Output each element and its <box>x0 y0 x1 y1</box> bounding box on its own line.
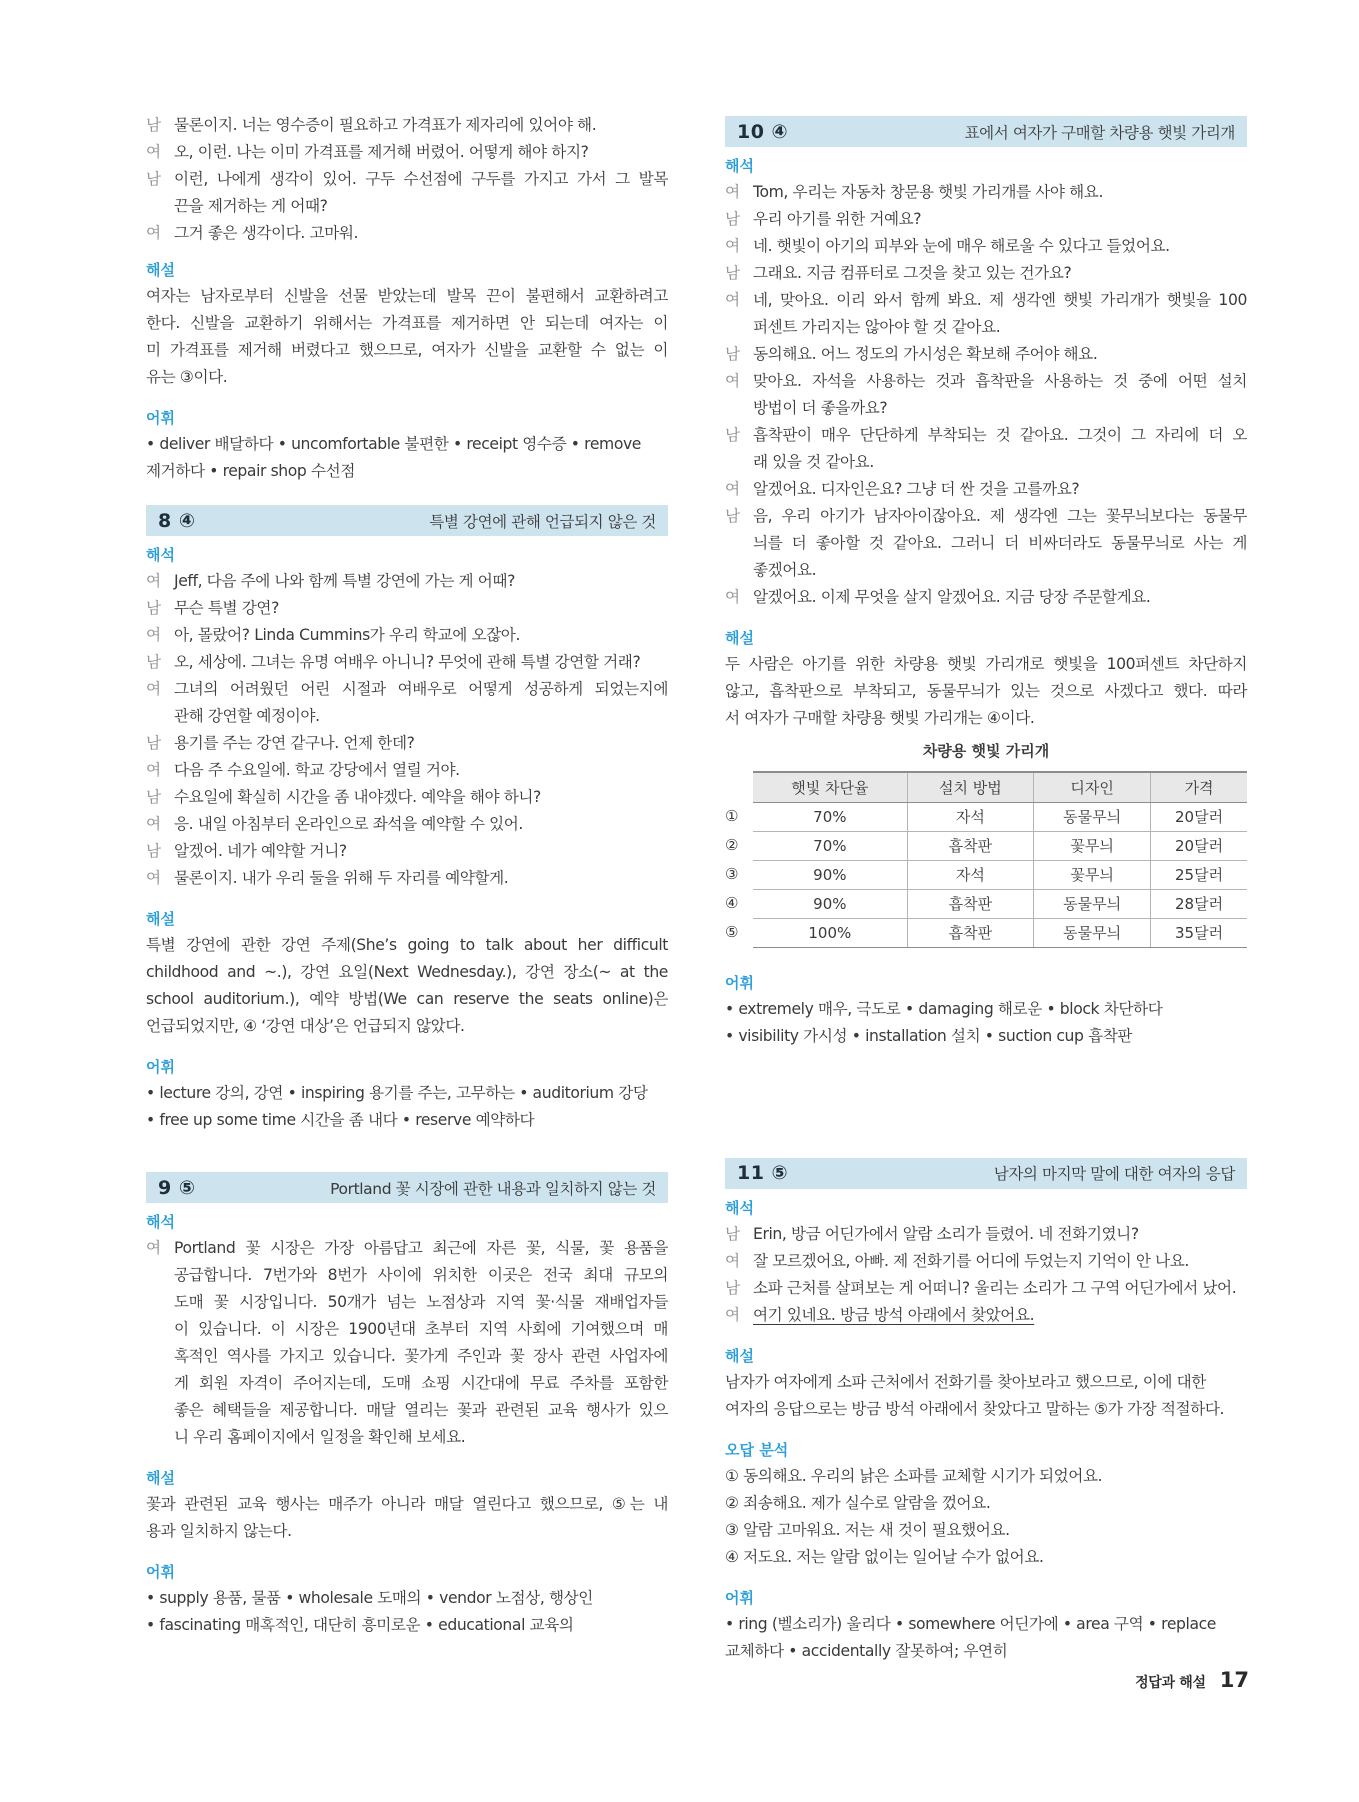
dialogue-text-line: 흡착판이 매우 단단하게 부착되는 것 같아요. 그것이 그 자리에 더 오 <box>753 426 1247 444</box>
speaker-label: 여 <box>146 1239 161 1257</box>
dialogue-text <box>753 476 1247 503</box>
dialogue-line <box>146 838 668 865</box>
speaker-label: 남 <box>146 116 161 134</box>
dialogue-text-line: 알겠어요. 이제 무엇을 살지 알겠어요. 지금 당장 주문할게요. <box>753 588 1151 606</box>
table-cell: 35달러 <box>1151 918 1247 947</box>
dialogue-line <box>146 649 668 676</box>
text-line: 않고, 흡착판으로 부착되고, 동물무늬가 있는 것으로 사겠다고 했다. 따라 <box>725 682 1247 700</box>
text-line: ① 동의해요. 우리의 낡은 소파를 교체할 시기가 되었어요. <box>725 1466 1103 1485</box>
dialogue-text-line: Portland 꽃 시장은 가장 아름답고 최근에 자른 꽃, 식물, 꽃 용품을 <box>174 1239 668 1257</box>
dialogue-text <box>174 622 668 649</box>
text-line: ③ 알람 고마워요. 저는 새 것이 필요했어요. <box>725 1520 1010 1539</box>
speaker-label: 남 <box>146 599 161 617</box>
q8-number: 8 ④ <box>158 509 196 532</box>
table-cell: 90% <box>753 860 907 889</box>
q7-dialogue <box>146 112 668 247</box>
speaker-label: 여 <box>146 815 161 833</box>
dialogue-text <box>174 811 668 838</box>
q7-explanation <box>146 283 668 391</box>
speaker-label: 여 <box>725 372 740 390</box>
dialogue-line <box>725 179 1247 206</box>
dialogue-text-line: 끈을 제거하는 게 어때? <box>174 197 328 215</box>
page-number: 17 <box>1219 1668 1249 1692</box>
dialogue-text-line: 다음 주 수요일에. 학교 강당에서 열릴 거야. <box>174 761 460 779</box>
dialogue-line <box>146 730 668 757</box>
table-header-cell: 가격 <box>1151 772 1247 802</box>
q10-translation-label: 해석 <box>725 157 754 175</box>
text-line: • ring (벨소리가) 울리다 • somewhere 어딘가에 • area 구역 • replace <box>725 1614 1216 1633</box>
q9-number: 9 ⑤ <box>158 1176 196 1199</box>
q8-description: 특별 강연에 관해 언급되지 않은 것 <box>429 512 656 531</box>
table-cell: 흡착판 <box>907 831 1033 860</box>
table-cell: 20달러 <box>1151 802 1247 831</box>
q11-wrong-label: 오답 분석 <box>725 1440 789 1459</box>
table-cell: 70% <box>753 831 907 860</box>
dialogue-text-line: 래 있을 것 같아요. <box>753 453 874 471</box>
q7-vocab-label: 어휘 <box>146 409 175 427</box>
q8-header <box>146 505 668 536</box>
q9-header <box>146 1172 668 1203</box>
dialogue-text <box>174 568 668 595</box>
dialogue-text <box>174 838 668 865</box>
table-header-row <box>753 772 1247 802</box>
dialogue-text-line: 도매 꽃 시장입니다. 50개가 넘는 노점상과 지역 꽃·식물 재배업자들 <box>174 1293 668 1311</box>
speaker-label: 여 <box>146 224 161 242</box>
dialogue-text <box>174 865 668 892</box>
q11-translation-label: 해석 <box>725 1198 754 1217</box>
dialogue-text-line: 좋겠어요. <box>753 561 817 579</box>
dialogue-text-line: 이런, 나에게 생각이 있어. 구두 수선점에 구두를 가지고 가서 그 발목 <box>174 170 668 188</box>
q10-header <box>725 116 1247 147</box>
q11-wrong-answers <box>725 1463 1247 1571</box>
speaker-label: 남 <box>146 170 161 188</box>
dialogue-text <box>174 730 668 757</box>
table-cell: 흡착판 <box>907 889 1033 918</box>
dialogue-text-line: 소파 근처를 살펴보는 게 어떠니? 울리는 소리가 그 구역 어딘가에서 났어. <box>753 1278 1237 1297</box>
dialogue-text-line: 네, 맞아요. 이리 와서 함께 봐요. 제 생각엔 햇빛 가리개가 햇빛을 100 <box>753 291 1247 309</box>
dialogue-text-line: 잘 모르겠어요, 아빠. 제 전화기를 어디에 두었는지 기억이 안 나요. <box>753 1251 1189 1270</box>
q11-number: 11 ⑤ <box>737 1162 789 1184</box>
dialogue-line <box>725 233 1247 260</box>
q9-vocab <box>146 1585 668 1639</box>
speaker-label: 남 <box>725 1224 740 1243</box>
speaker-label: 남 <box>725 1278 740 1297</box>
q10-description: 표에서 여자가 구매할 차량용 햇빛 가리개 <box>964 123 1235 142</box>
dialogue-line <box>146 220 668 247</box>
table-row <box>753 802 1247 831</box>
text-line: • extremely 매우, 극도로 • damaging 해로운 • block 차단하다 <box>725 999 1163 1018</box>
table-cell: 70% <box>753 802 907 831</box>
dialogue-line <box>146 568 668 595</box>
dialogue-text-line: 그래요. 지금 컴퓨터로 그것을 찾고 있는 건가요? <box>753 264 1072 282</box>
dialogue-text-line: 알겠어요. 디자인은요? 그냥 더 싼 것을 고를까요? <box>753 480 1080 498</box>
q11-vocab-label: 어휘 <box>725 1588 754 1607</box>
q7-explanation-label: 해설 <box>146 261 175 279</box>
table-header-cell: 햇빛 차단율 <box>753 772 907 802</box>
dialogue-line <box>146 112 668 139</box>
text-line: 제거하다 • repair shop 수선점 <box>146 462 355 480</box>
dialogue-line <box>725 422 1247 476</box>
dialogue-text <box>753 206 1247 233</box>
dialogue-text-line: 니 우리 홈페이지에서 일정을 확인해 보세요. <box>174 1428 466 1446</box>
dialogue-text-line: 음, 우리 아기가 남자아이잖아요. 제 생각엔 그는 꽃무늬보다는 동물무 <box>753 507 1247 525</box>
dialogue-line <box>725 260 1247 287</box>
q8-dialogue <box>146 568 668 892</box>
dialogue-text-line: 방법이 더 좋을까요? <box>753 399 888 417</box>
q8-translation-label: 해석 <box>146 546 175 564</box>
dialogue-line <box>146 757 668 784</box>
speaker-label: 여 <box>725 588 740 606</box>
speaker-label: 남 <box>725 345 740 363</box>
dialogue-line <box>146 595 668 622</box>
dialogue-text-line: 응. 내일 아침부터 온라인으로 좌석을 예약할 수 있어. <box>174 815 523 833</box>
footer-title: 정답과 해설 <box>1135 1675 1206 1691</box>
text-line: ④ 저도요. 저는 알람 없이는 일어날 수가 없어요. <box>725 1547 1044 1566</box>
q8-vocab <box>146 1080 668 1134</box>
dialogue-line <box>146 676 668 730</box>
dialogue-line <box>725 584 1247 611</box>
text-line: 한다. 신발을 교환하기 위해서는 가격표를 제거하면 안 되는데 여자는 이 <box>146 314 668 332</box>
table-cell: 흡착판 <box>907 918 1033 947</box>
text-line: • lecture 강의, 강연 • inspiring 용기를 주는, 고무하는 • auditorium 강당 <box>146 1084 648 1102</box>
sunshade-table-wrap <box>725 771 1247 948</box>
text-line: school auditorium.), 예약 방법(We can reserve the seats online)은 <box>146 990 668 1008</box>
speaker-label: 남 <box>146 788 161 806</box>
text-line: 여자의 응답으로는 방금 방석 아래에서 찾았다고 말하는 ⑤가 가장 적절하다. <box>725 1399 1225 1418</box>
speaker-label: 남 <box>725 426 740 444</box>
dialogue-text-line: Jeff, 다음 주에 나와 함께 특별 강연에 가는 게 어때? <box>174 572 515 590</box>
text-line: 교체하다 • accidentally 잘못하여; 우연히 <box>725 1641 1008 1660</box>
q10-vocab <box>725 996 1247 1050</box>
table-cell: 90% <box>753 889 907 918</box>
speaker-label: 여 <box>146 761 161 779</box>
q11-explanation <box>725 1369 1247 1423</box>
q11-description: 남자의 마지막 말에 대한 여자의 응답 <box>993 1165 1235 1183</box>
dialogue-text-line: 공급합니다. 7번가와 8번가 사이에 위치한 이곳은 전국 최대 규모의 <box>174 1266 668 1284</box>
text-line: 여자는 남자로부터 신발을 선물 받았는데 발목 끈이 불편해서 교환하려고 <box>146 287 668 305</box>
dialogue-text-line: 우리 아기를 위한 거예요? <box>753 210 922 228</box>
dialogue-text-line: 이 있습니다. 이 시장은 1900년대 초부터 지역 사회에 기여했으며 매 <box>174 1320 668 1338</box>
speaker-label: 여 <box>146 869 161 887</box>
dialogue-text-line: Erin, 방금 어딘가에서 알람 소리가 들렸어. 네 전화기였니? <box>753 1224 1139 1243</box>
table-cell: 동물무늬 <box>1034 889 1151 918</box>
dialogue-text-line: 무슨 특별 강연? <box>174 599 279 617</box>
dialogue-line <box>146 139 668 166</box>
speaker-label: 남 <box>146 842 161 860</box>
dialogue-text-line: 관해 강연할 예정이야. <box>174 707 320 725</box>
q10-explanation <box>725 651 1247 732</box>
dialogue-line <box>146 811 668 838</box>
dialogue-text <box>174 757 668 784</box>
dialogue-text <box>174 166 668 220</box>
q9-vocab-label: 어휘 <box>146 1563 175 1581</box>
q11-header <box>725 1158 1247 1189</box>
text-line: 미 가격표를 제거해 버렸다고 했으므로, 여자가 신발을 교환할 수 없는 이 <box>146 341 668 359</box>
dialogue-line <box>725 368 1247 422</box>
table-cell: 동물무늬 <box>1034 802 1151 831</box>
dialogue-text <box>174 649 668 676</box>
text-line: • fascinating 매혹적인, 대단히 흥미로운 • educational 교육의 <box>146 1616 574 1634</box>
table-cell: 100% <box>753 918 907 947</box>
speaker-label: 여 <box>146 143 161 161</box>
text-line: 꽃과 관련된 교육 행사는 매주가 아니라 매달 열린다고 했으므로, ⑤는 내 <box>146 1495 668 1513</box>
dialogue-text <box>753 368 1247 422</box>
table-cell: 꽃무늬 <box>1034 831 1151 860</box>
dialogue-line <box>725 341 1247 368</box>
table-row <box>753 918 1247 947</box>
q9-explanation-label: 해설 <box>146 1469 175 1487</box>
dialogue-line <box>725 287 1247 341</box>
table-row <box>753 831 1247 860</box>
table-header-cell: 디자인 <box>1034 772 1151 802</box>
row-option-mark: ③ <box>725 865 739 883</box>
text-line: 두 사람은 아기를 위한 차량용 햇빛 가리개로 햇빛을 100퍼센트 차단하지 <box>725 655 1247 673</box>
dialogue-text <box>753 1302 1247 1329</box>
speaker-label: 여 <box>725 237 740 255</box>
row-option-mark: ⑤ <box>725 923 739 941</box>
dialogue-text <box>753 584 1247 611</box>
speaker-label: 여 <box>146 572 161 590</box>
dialogue-text <box>753 1275 1247 1302</box>
speaker-label: 여 <box>146 680 161 698</box>
dialogue-text-line: 물론이지. 너는 영수증이 필요하고 가격표가 제자리에 있어야 해. <box>174 116 597 134</box>
dialogue-text <box>753 1248 1247 1275</box>
dialogue-text-line: 게 회원 자격이 주어지는데, 도매 쇼핑 시간대에 무료 주차를 포함한 <box>174 1374 668 1392</box>
dialogue-text <box>753 179 1247 206</box>
q8-explanation <box>146 932 668 1040</box>
speaker-label: 여 <box>725 480 740 498</box>
dialogue-text <box>753 503 1247 584</box>
dialogue-text <box>174 1235 668 1451</box>
speaker-label: 남 <box>725 264 740 282</box>
dialogue-text-line: 퍼센트 가리지는 않아야 할 것 같아요. <box>753 318 1001 336</box>
q10-explanation-label: 해설 <box>725 629 754 647</box>
q9-description: Portland 꽃 시장에 관한 내용과 일치하지 않는 것 <box>330 1179 656 1198</box>
dialogue-text <box>174 595 668 622</box>
dialogue-line <box>725 1302 1247 1329</box>
speaker-label: 남 <box>725 210 740 228</box>
table-header-cell: 설치 방법 <box>907 772 1033 802</box>
dialogue-text-line: 동의해요. 어느 정도의 가시성은 확보해 주어야 해요. <box>753 345 1098 363</box>
dialogue-text <box>753 341 1247 368</box>
dialogue-text <box>753 260 1247 287</box>
table-cell: 20달러 <box>1151 831 1247 860</box>
dialogue-text <box>753 287 1247 341</box>
speaker-label: 여 <box>725 1305 740 1324</box>
dialogue-text-line: 여기 있네요. 방금 방석 아래에서 찾았어요. <box>753 1305 1035 1324</box>
text-line: 특별 강연에 관한 강연 주제(She’s going to talk about her difficult <box>146 936 668 954</box>
dialogue-text <box>174 676 668 730</box>
dialogue-text-line: 알겠어. 네가 예약할 거니? <box>174 842 347 860</box>
dialogue-line <box>725 1275 1247 1302</box>
dialogue-line <box>725 1221 1247 1248</box>
text-line: 유는 ③이다. <box>146 368 228 386</box>
dialogue-text-line: 오, 세상에. 그녀는 유명 여배우 아니니? 무엇에 관해 특별 강연할 거래? <box>174 653 641 671</box>
row-option-mark: ① <box>725 807 739 825</box>
text-line: 언급되었지만, ④ ‘강연 대상’은 언급되지 않았다. <box>146 1017 465 1035</box>
dialogue-text <box>174 139 668 166</box>
text-line: • free up some time 시간을 좀 내다 • reserve 예약하다 <box>146 1111 535 1129</box>
table-cell: 자석 <box>907 860 1033 889</box>
speaker-label: 여 <box>725 183 740 201</box>
dialogue-text <box>753 422 1247 476</box>
dialogue-line <box>146 622 668 649</box>
q11-dialogue <box>725 1221 1247 1329</box>
dialogue-text <box>753 1221 1247 1248</box>
dialogue-line <box>725 206 1247 233</box>
speaker-label: 남 <box>146 734 161 752</box>
dialogue-text-line: 용기를 주는 강연 같구나. 언제 한데? <box>174 734 415 752</box>
dialogue-text-line: 네. 햇빛이 아기의 피부와 눈에 매우 해로울 수 있다고 들었어요. <box>753 237 1170 255</box>
table-cell: 꽃무늬 <box>1034 860 1151 889</box>
dialogue-text-line: 물론이지. 내가 우리 둘을 위해 두 자리를 예약할게. <box>174 869 509 887</box>
left-column <box>146 112 668 1639</box>
q9-translation-label: 해석 <box>146 1213 175 1231</box>
q10-vocab-label: 어휘 <box>725 973 754 992</box>
text-line: 용과 일치하지 않는다. <box>146 1522 292 1540</box>
row-option-mark: ④ <box>725 894 739 912</box>
speaker-label: 여 <box>146 626 161 644</box>
speaker-label: 여 <box>725 1251 740 1270</box>
table-cell: 25달러 <box>1151 860 1247 889</box>
speaker-label: 여 <box>725 291 740 309</box>
dialogue-text-line: 맞아요. 자석을 사용하는 것과 흡착판을 사용하는 것 중에 어떤 설치 <box>753 372 1247 390</box>
dialogue-line <box>146 1235 668 1451</box>
q9-dialogue <box>146 1235 668 1451</box>
dialogue-text-line: 수요일에 확실히 시간을 좀 내야겠다. 예약을 해야 하니? <box>174 788 541 806</box>
table-cell: 자석 <box>907 802 1033 831</box>
q7-vocab <box>146 431 668 485</box>
table-caption: 차량용 햇빛 가리개 <box>922 742 1050 760</box>
dialogue-text-line: 아, 몰랐어? Linda Cummins가 우리 학교에 오잖아. <box>174 626 521 644</box>
q9-explanation <box>146 1491 668 1545</box>
dialogue-text-line: 좋은 혜택들을 제공합니다. 매달 열리는 꽃과 관련된 교육 행사가 있으 <box>174 1401 668 1419</box>
table-body <box>753 802 1247 947</box>
q8-vocab-label: 어휘 <box>146 1058 175 1076</box>
dialogue-text-line: 늬를 더 좋아할 것 같아요. 그러니 더 비싸더라도 동물무늬로 사는 게 <box>753 534 1247 552</box>
text-line: • supply 용품, 물품 • wholesale 도매의 • vendor 노점상, 행상인 <box>146 1589 593 1607</box>
q10-number: 10 ④ <box>737 120 789 143</box>
dialogue-text <box>753 233 1247 260</box>
text-line: 남자가 여자에게 소파 근처에서 전화기를 찾아보라고 했으므로, 이에 대한 <box>725 1372 1206 1391</box>
right-column <box>725 116 1247 1665</box>
dialogue-text-line: 혹적인 역사를 가지고 있습니다. 꽃가게 주인과 꽃 장사 관련 사업자에 <box>174 1347 668 1365</box>
dialogue-line <box>725 476 1247 503</box>
q8-explanation-label: 해설 <box>146 910 175 928</box>
row-option-mark: ② <box>725 836 739 854</box>
text-line: • deliver 배달하다 • uncomfortable 불편한 • receipt 영수증 • remove <box>146 435 641 453</box>
dialogue-text-line: 오, 이런. 나는 이미 가격표를 제거해 버렸어. 어떻게 해야 하지? <box>174 143 589 161</box>
dialogue-text-line: 그녀의 어려웠던 어린 시절과 여배우로 어떻게 성공하게 되었는지에 <box>174 680 668 698</box>
dialogue-text <box>174 220 668 247</box>
q11-explanation-label: 해설 <box>725 1346 754 1365</box>
text-line: childhood and ~.), 강연 요일(Next Wednesday.), 강연 장소(~ at the <box>146 963 668 981</box>
dialogue-text <box>174 112 668 139</box>
dialogue-text <box>174 784 668 811</box>
table-row <box>753 889 1247 918</box>
text-line: 서 여자가 구매할 차량용 햇빛 가리개는 ④이다. <box>725 709 1035 727</box>
page-footer <box>1135 1668 1249 1692</box>
speaker-label: 남 <box>146 653 161 671</box>
sunshade-table <box>753 771 1247 948</box>
dialogue-text-line: 그거 좋은 생각이다. 고마워. <box>174 224 359 242</box>
table-cell: 28달러 <box>1151 889 1247 918</box>
speaker-label: 남 <box>725 507 740 525</box>
dialogue-line <box>725 1248 1247 1275</box>
dialogue-line <box>725 503 1247 584</box>
dialogue-line <box>146 784 668 811</box>
dialogue-line <box>146 166 668 220</box>
table-cell: 동물무늬 <box>1034 918 1151 947</box>
text-line: • visibility 가시성 • installation 설치 • suction cup 흡착판 <box>725 1026 1133 1045</box>
dialogue-text-line: Tom, 우리는 자동차 창문용 햇빛 가리개를 사야 해요. <box>753 183 1104 201</box>
q11-vocab <box>725 1611 1247 1665</box>
dialogue-line <box>146 865 668 892</box>
table-row <box>753 860 1247 889</box>
q10-dialogue <box>725 179 1247 611</box>
text-line: ② 죄송해요. 제가 실수로 알람을 껐어요. <box>725 1493 991 1512</box>
